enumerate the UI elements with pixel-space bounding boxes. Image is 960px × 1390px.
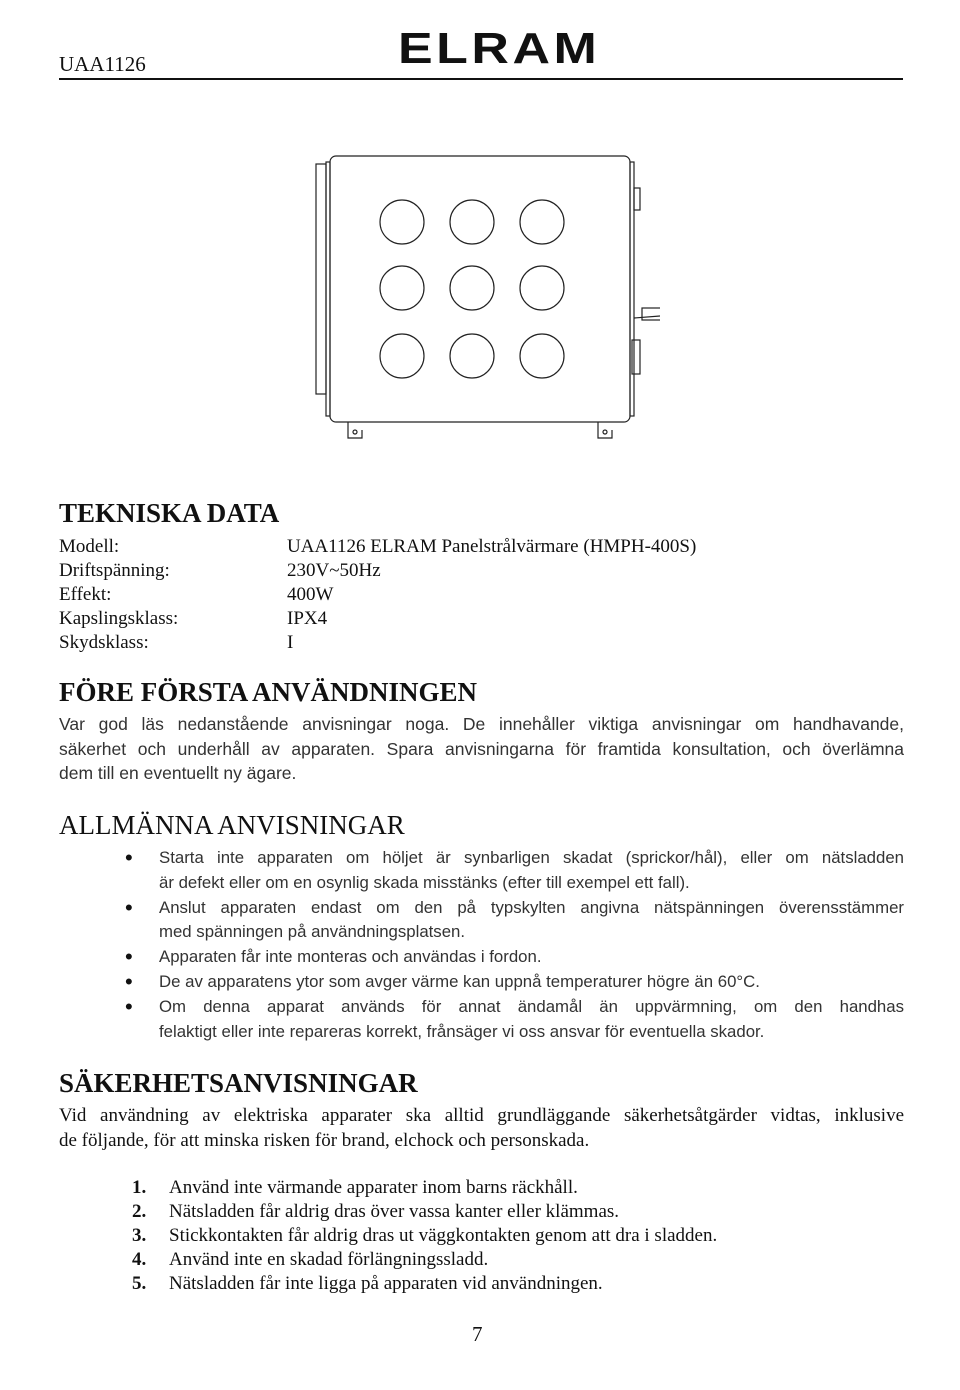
- list-item: [59, 896, 904, 945]
- list-item-line: • Apparaten får inte monteras och användas i fordon.: [159, 947, 542, 966]
- list-item: [59, 945, 904, 970]
- list-item: [59, 1272, 904, 1296]
- list-item-line: • Starta inte apparaten om höljet är synbarligen skadat (sprickor/hål), eller om nätsladden: [159, 848, 904, 867]
- switch-icon: [634, 188, 640, 210]
- list-number: 4.: [132, 1249, 147, 1270]
- spec-value: 230V~50Hz: [287, 560, 381, 581]
- spec-label: Driftspänning:: [59, 560, 170, 581]
- list-item-text: Nätsladden får inte ligga på apparaten vid användningen.: [169, 1273, 603, 1294]
- spec-value: UAA1126 ELRAM Panelstrålvärmare (HMPH-400S): [287, 536, 697, 557]
- general-instructions-heading: ALLMÄNNA ANVISNINGAR: [59, 810, 405, 840]
- list-item-line: är defekt eller om en osynlig skada misstänks (efter till exempel ett fall).: [159, 872, 690, 892]
- before-first-use-text: [59, 712, 904, 786]
- list-item-line: • Om denna apparat används för annat ändamål än uppvärmning, om den handhas: [159, 997, 904, 1016]
- model-code: UAA1126: [59, 52, 146, 76]
- spec-value: IPX4: [287, 608, 328, 629]
- list-item: [59, 1224, 904, 1248]
- list-item: [59, 1176, 904, 1200]
- list-number: 1.: [132, 1177, 147, 1198]
- list-item-text: Nätsladden får aldrig dras över vassa kanter eller klämmas.: [169, 1201, 620, 1222]
- page-number: 7: [472, 1322, 483, 1346]
- list-number: 3.: [132, 1225, 147, 1246]
- safety-list: [59, 1176, 904, 1296]
- spec-label: Effekt:: [59, 584, 112, 605]
- list-item: [59, 995, 904, 1044]
- list-item-line: • Anslut apparaten endast om den på typskylten angivna nätspänningen överensstämmer: [159, 897, 904, 917]
- heater-panel: [330, 156, 630, 422]
- general-instructions-list: [59, 846, 904, 1045]
- text-line: Var god läs nedanstående anvisningar noga. De innehåller viktiga anvisningar om handhavande,: [59, 714, 904, 734]
- list-number: 2.: [132, 1201, 147, 1222]
- list-item: [59, 1248, 904, 1272]
- spec-label: Modell:: [59, 536, 120, 557]
- brand-logo: ELRAM: [398, 24, 601, 73]
- list-number: 5.: [132, 1273, 147, 1294]
- list-item-text: Använd inte en skadad förlängningssladd.: [169, 1249, 489, 1270]
- safety-instructions-heading: SÄKERHETSANVISNINGAR: [59, 1068, 418, 1098]
- list-item: [59, 970, 904, 995]
- spec-label: Skydsklass:: [59, 632, 149, 653]
- text-line: Vid användning av elektriska apparater ska alltid grundläggande säkerhetsåtgärder vidtas, inklusive: [59, 1105, 904, 1126]
- spec-value: I: [287, 632, 294, 653]
- text-line: säkerhet och underhåll av apparaten. Spara anvisningarna för framtida konsultation, och överlämna: [59, 738, 904, 759]
- list-item-line: • De av apparatens ytor som avger värme kan uppnå temperaturer högre än 60°C.: [159, 972, 760, 991]
- list-item-text: Använd inte värmande apparater inom barns räckhåll.: [169, 1177, 578, 1198]
- list-item-line: med spänningen på användningsplatsen.: [159, 922, 466, 941]
- text-line: dem till en eventuellt ny ägare.: [59, 763, 297, 783]
- header-divider: [59, 78, 903, 80]
- spec-label: Kapslingsklass:: [59, 608, 179, 629]
- list-item-line: felaktigt eller inte repareras korrekt, frånsäger vi oss ansvar för eventuella skador.: [159, 1021, 765, 1041]
- list-item-text: Stickkontakten får aldrig dras ut väggkontakten genom att dra i sladden.: [169, 1225, 718, 1246]
- before-first-use-heading: FÖRE FÖRSTA ANVÄNDNINGEN: [59, 677, 478, 707]
- safety-intro: [59, 1104, 904, 1153]
- heater-illustration: [300, 148, 660, 448]
- spec-value: 400W: [287, 584, 334, 605]
- list-item: [59, 1200, 904, 1224]
- list-item: [59, 846, 904, 895]
- text-line: de följande, för att minska risken för brand, elchock och personskada.: [59, 1129, 590, 1151]
- tech-data-heading: TEKNISKA DATA: [59, 498, 280, 528]
